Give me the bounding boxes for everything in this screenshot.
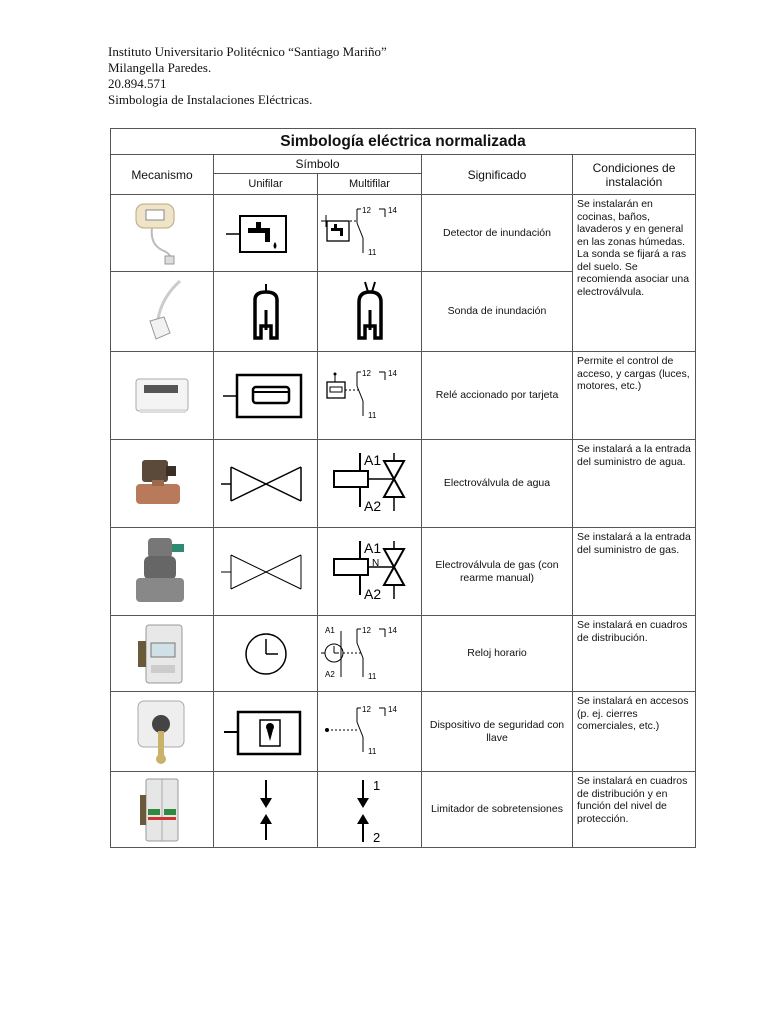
multifilar-gas-valve-symbol — [318, 528, 422, 616]
multifilar-key-switch-symbol — [318, 692, 422, 772]
terminal-12-label: 12 — [361, 206, 371, 215]
terminal-11-label: 11 — [367, 671, 376, 681]
header-significado: Significado — [422, 155, 573, 195]
table-row — [111, 692, 696, 772]
table-title: Simbología eléctrica normalizada — [111, 129, 696, 155]
author-name: Milangella Paredes. — [108, 60, 212, 75]
terminal-1-label: 1 — [372, 777, 380, 793]
terminal-11-label: 11 — [367, 746, 376, 756]
meaning-cell: Limitador de sobretensiones — [422, 772, 573, 848]
multifilar-surge-limiter-symbol — [318, 772, 422, 848]
terminal-12-label: 12 — [361, 368, 371, 378]
multifilar-flood-detector-symbol — [318, 195, 422, 272]
conditions-cell: Se instalarán en cocinas, baños, lavaderos y en general en las zonas húmedas. La sonda se fijará a ras del suelo. Se recomienda asociar una electroválvula. — [573, 195, 696, 352]
unifilar-flood-probe-symbol — [214, 272, 318, 352]
table-row — [111, 772, 696, 848]
institute-name: Instituto Universitario Politécnico “Santiago Mariño” — [108, 44, 387, 59]
unifilar-time-clock-symbol — [214, 616, 318, 692]
terminal-14-label: 14 — [387, 625, 397, 635]
conditions-cell: Se instalará en cuadros de distribución. — [573, 616, 696, 692]
meaning-cell: Relé accionado por tarjeta — [422, 352, 573, 440]
mechanism-photo-flood-detector — [111, 195, 214, 272]
mechanism-photo-gas-valve — [111, 528, 214, 616]
multifilar-card-relay-symbol — [318, 352, 422, 440]
flood-probe-photo — [132, 277, 192, 347]
terminal-14-label: 14 — [387, 368, 397, 378]
gas-valve-photo — [130, 534, 194, 610]
conditions-cell: Se instalará en accesos (p. ej. cierres comerciales, etc.) — [573, 692, 696, 772]
table-row — [111, 528, 696, 616]
terminal-2-label: 2 — [372, 829, 380, 844]
table-row — [111, 616, 696, 692]
unifilar-flood-detector-symbol — [214, 195, 318, 272]
conditions-cell: Se instalará a la entrada del suministro de agua. — [573, 440, 696, 528]
meaning-cell: Electroválvula de gas (con rearme manual) — [422, 528, 573, 616]
terminal-a1-label: A1 — [324, 625, 335, 635]
mechanism-photo-water-valve — [111, 440, 214, 528]
meaning-cell: Detector de inundación — [422, 195, 573, 272]
header-simbolo: Símbolo — [214, 155, 422, 174]
mechanism-photo-surge-limiter — [111, 772, 214, 848]
terminal-14-label: 14 — [387, 206, 397, 215]
header-multifilar: Multifilar — [318, 174, 422, 195]
surge-limiter-photo — [132, 775, 192, 845]
terminal-a2-label: A2 — [324, 669, 335, 679]
header-condiciones: Condiciones de instalación — [573, 155, 696, 195]
unifilar-water-valve-symbol — [214, 440, 318, 528]
author-id: 20.894.571 — [108, 76, 167, 91]
key-switch-photo — [132, 697, 192, 767]
meaning-cell: Dispositivo de seguridad con llave — [422, 692, 573, 772]
multifilar-flood-probe-symbol — [318, 272, 422, 352]
document-subject: Simbologia de Instalaciones Eléctricas. — [108, 92, 313, 107]
water-valve-photo — [130, 454, 194, 514]
header-unifilar: Unifilar — [214, 174, 318, 195]
symbol-table — [110, 128, 696, 848]
document-header — [108, 44, 387, 108]
terminal-12-label: 12 — [361, 625, 371, 635]
terminal-a1-label: A1 — [363, 451, 381, 468]
conditions-cell: Se instalará a la entrada del suministro de gas. — [573, 528, 696, 616]
mechanism-photo-flood-probe — [111, 272, 214, 352]
unifilar-surge-limiter-symbol — [214, 772, 318, 848]
terminal-11-label: 11 — [367, 410, 376, 420]
unifilar-key-switch-symbol — [214, 692, 318, 772]
meaning-cell: Sonda de inundación — [422, 272, 573, 352]
terminal-a2-label: A2 — [363, 497, 381, 514]
terminal-11-label: 11 — [367, 248, 376, 257]
meaning-cell: Reloj horario — [422, 616, 573, 692]
multifilar-time-clock-symbol — [318, 616, 422, 692]
unifilar-card-relay-symbol — [214, 352, 318, 440]
table-row — [111, 352, 696, 440]
mechanism-photo-card-relay — [111, 352, 214, 440]
terminal-12-label: 12 — [361, 704, 371, 714]
flood-detector-photo — [132, 200, 192, 266]
table-row — [111, 440, 696, 528]
neutral-n-label: N — [371, 557, 379, 569]
mechanism-photo-time-clock — [111, 616, 214, 692]
terminal-a1-label: A1 — [363, 539, 381, 556]
multifilar-water-valve-symbol — [318, 440, 422, 528]
card-relay-photo — [130, 371, 194, 421]
unifilar-gas-valve-symbol — [214, 528, 318, 616]
terminal-14-label: 14 — [387, 704, 397, 714]
terminal-a2-label: A2 — [363, 585, 381, 602]
conditions-cell: Permite el control de acceso, y cargas (luces, motores, etc.) — [573, 352, 696, 440]
header-mecanismo: Mecanismo — [111, 155, 214, 195]
meaning-cell: Electroválvula de agua — [422, 440, 573, 528]
time-clock-photo — [132, 621, 192, 687]
conditions-cell: Se instalará en cuadros de distribución y en función del nivel de protección. — [573, 772, 696, 848]
table-row — [111, 195, 696, 272]
mechanism-photo-key-switch — [111, 692, 214, 772]
